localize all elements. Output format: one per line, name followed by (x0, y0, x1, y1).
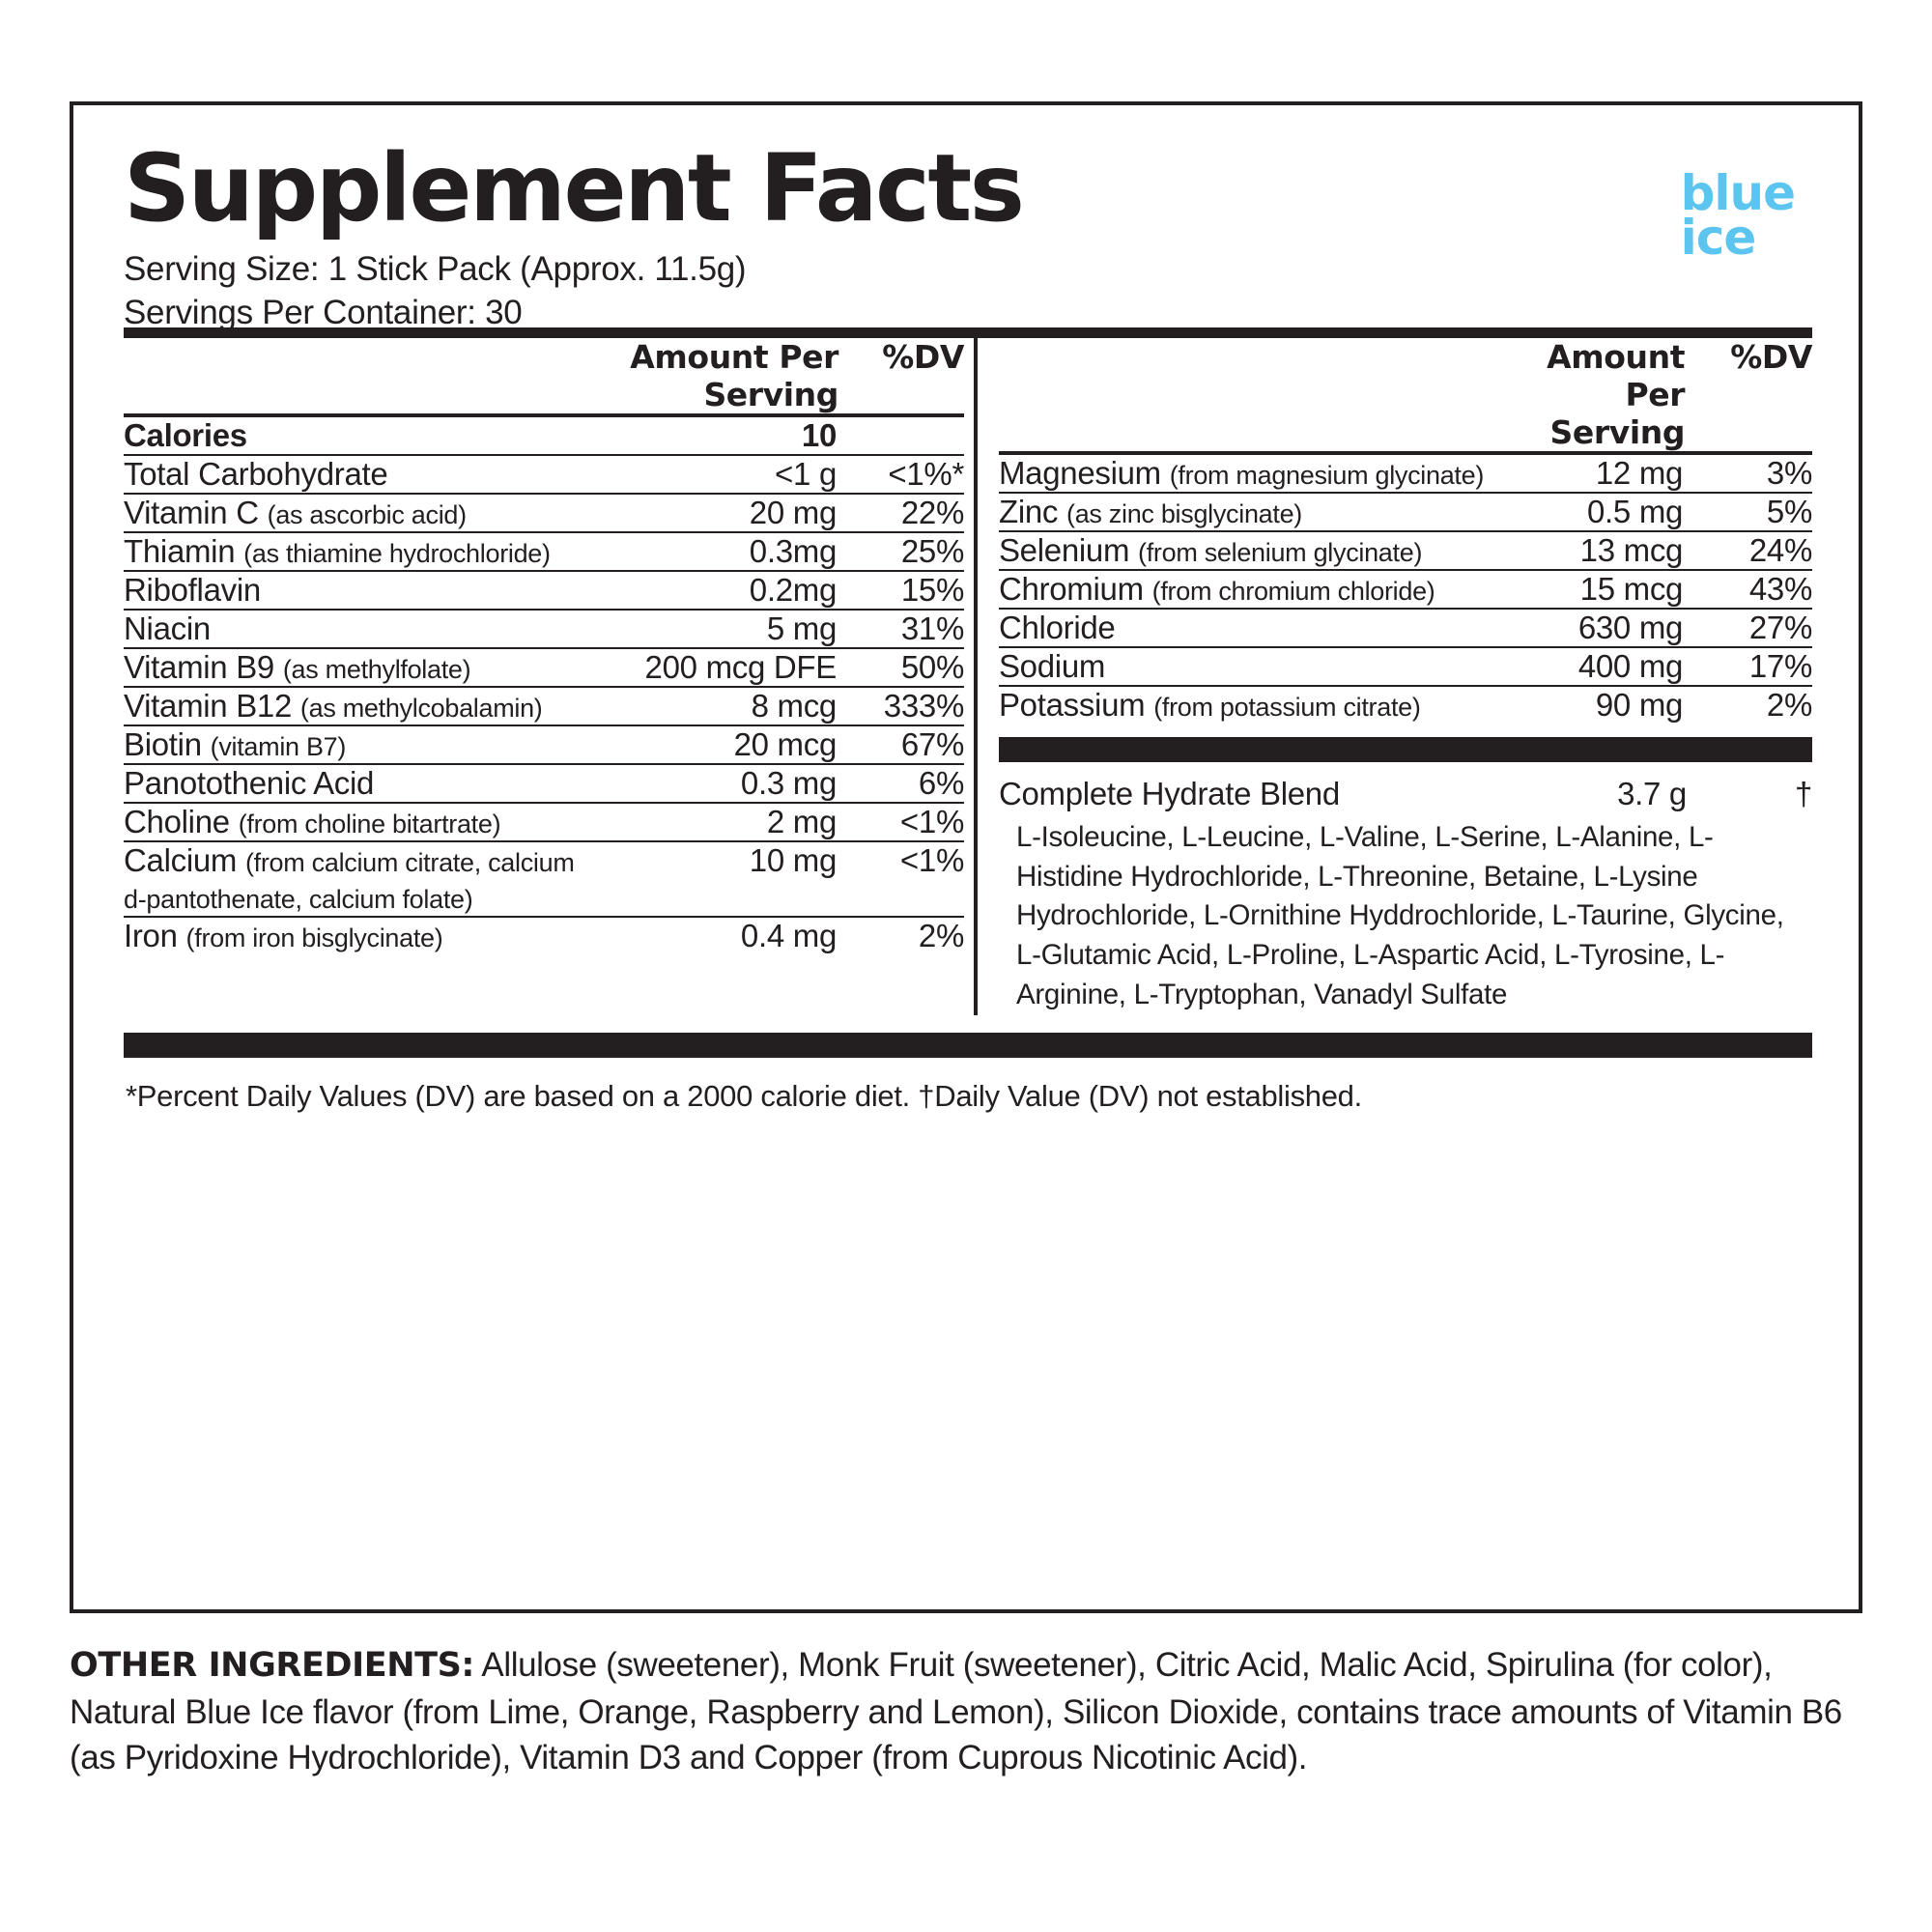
other-ingredients-text: Allulose (sweetener), Monk Fruit (sweetener), Citric Acid, Malic Acid, Spirulina (for color), Natural Blue Ice flavor (from Lime, Orange, Raspberry and Lemon), Silicon Dioxide, contains trace amounts of Vitamin B6 (as Pyridoxine Hydrochloride), Vitamin D3 and Copper (from Cuprous Nicotinic Acid). (70, 1646, 1842, 1777)
nutrient-name: Total Carbohydrate (124, 456, 388, 492)
footnote: *Percent Daily Values (DV) are based on a 2000 calorie diet. †Daily Value (DV) not established. (126, 1078, 1362, 1113)
nutrient-name: Vitamin B9 (124, 649, 274, 685)
nutrient-amount: 10 (597, 415, 838, 455)
table-row (124, 415, 964, 455)
nutrient-dv: 67% (838, 725, 964, 764)
other-ingredients-label: OTHER INGREDIENTS: (70, 1646, 475, 1685)
table-row (124, 610, 964, 648)
nutrient-source: (from magnesium glycinate) (1169, 461, 1485, 490)
nutrient-dv: <1% (838, 841, 964, 917)
nutrient-name: Potassium (998, 687, 1146, 723)
nutrient-dv (838, 415, 964, 455)
table-row (124, 841, 964, 917)
nutrient-source: (as ascorbic acid) (267, 500, 467, 529)
nutrient-amount: 5 mg (597, 610, 838, 648)
table-row (999, 453, 1812, 493)
page-title: Supplement Facts (124, 134, 1023, 242)
blend-amount: 3.7 g (1617, 776, 1687, 811)
table-row (124, 764, 964, 803)
nutrient-amount: 13 mcg (1489, 531, 1685, 570)
table-header-row-left (124, 338, 964, 415)
nutrient-dv: 50% (838, 648, 964, 687)
other-ingredients (70, 1642, 1886, 1781)
nutrient-amount: 20 mg (597, 494, 838, 532)
table-header-row-right (999, 338, 1812, 453)
nutrient-source: (from selenium glycinate) (1138, 538, 1423, 567)
nutrient-name: Vitamin C (124, 495, 259, 530)
nutrient-source: (as zinc bisglycinate) (1066, 499, 1302, 528)
nutrition-column-right (978, 338, 1812, 1015)
table-row (124, 725, 964, 764)
nutrient-dv: 22% (838, 494, 964, 532)
nutrient-dv: <1% (838, 803, 964, 841)
nutrient-name: Thiamin (124, 533, 236, 569)
header-spacer-right (999, 338, 1489, 453)
brand-logo (1680, 165, 1795, 266)
nutrient-name: Sodium (998, 648, 1106, 684)
blend-separator-bar (999, 737, 1812, 762)
table-row (124, 917, 964, 954)
table-row (124, 571, 964, 610)
table-row (999, 493, 1812, 531)
nutrient-dv: 2% (1685, 686, 1812, 724)
blend-name: Complete Hydrate Blend (998, 776, 1340, 811)
nutrient-name: Chloride (998, 610, 1116, 645)
nutrient-amount: 0.3 mg (597, 764, 838, 803)
table-row (124, 687, 964, 725)
nutrient-name: Chromium (998, 571, 1144, 607)
nutrient-source: (as methylfolate) (282, 655, 471, 684)
nutrient-dv: 31% (838, 610, 964, 648)
nutrient-source: (as methylcobalamin) (299, 694, 543, 723)
nutrient-dv: 15% (838, 571, 964, 610)
nutrient-dv: 25% (838, 532, 964, 571)
nutrient-dv: 24% (1685, 531, 1812, 570)
nutrient-name: Iron (124, 918, 178, 953)
table-row (999, 686, 1812, 724)
serving-size: Serving Size: 1 Stick Pack (Approx. 11.5g) (124, 250, 747, 288)
header-percent-dv-right: %DV (1730, 338, 1812, 376)
nutrient-amount: 200 mcg DFE (597, 648, 838, 687)
nutrient-dv: 333% (838, 687, 964, 725)
header-spacer-left (124, 338, 597, 415)
nutrition-column-left (124, 338, 974, 1015)
table-row (124, 455, 964, 494)
table-row (999, 570, 1812, 609)
table-row (124, 803, 964, 841)
nutrient-amount: 400 mg (1489, 647, 1685, 686)
nutrient-name: Calcium (124, 842, 238, 878)
nutrient-name: Zinc (998, 494, 1059, 529)
nutrient-name: Vitamin B12 (124, 688, 293, 724)
nutrient-name: Biotin (124, 726, 202, 762)
nutrient-amount: 0.2mg (597, 571, 838, 610)
nutrient-name: Selenium (998, 532, 1130, 568)
table-row (999, 609, 1812, 647)
nutrient-dv: 5% (1685, 493, 1812, 531)
nutrient-amount: 20 mcg (597, 725, 838, 764)
nutrient-source: (from choline bitartrate) (238, 810, 501, 838)
nutrient-amount: 15 mcg (1489, 570, 1685, 609)
nutrient-source: (from calcium citrate, calcium d-pantothenate, calcium folate) (124, 848, 575, 914)
blend-header (999, 762, 1812, 812)
nutrient-dv: <1%* (838, 455, 964, 494)
nutrient-dv: 17% (1685, 647, 1812, 686)
nutrient-source: (from potassium citrate) (1153, 693, 1421, 722)
servings-per-container: Servings Per Container: 30 (124, 293, 523, 331)
nutrient-amount: 0.3mg (597, 532, 838, 571)
nutrient-amount: 8 mcg (597, 687, 838, 725)
nutrient-dv: 43% (1685, 570, 1812, 609)
nutrition-table-right (999, 338, 1812, 724)
nutrient-name: Magnesium (998, 455, 1161, 491)
nutrient-dv: 3% (1685, 453, 1812, 493)
header-percent-dv-left: %DV (882, 338, 964, 376)
nutrient-source: (as thiamine hydrochloride) (243, 539, 551, 568)
brand-line-1: blue (1680, 165, 1795, 221)
blend-ingredients: L-Isoleucine, L-Leucine, L-Valine, L-Serine, L-Alanine, L-Histidine Hydrochloride, L-Threonine, Betaine, L-Lysine Hydrochloride, L-Ornithine Hyddrochloride, L-Taurine, Glycine, L-Glutamic Acid, L-Proline, L-Aspartic Acid, L-Tyrosine, L-Arginine, L-Tryptophan, Vanadyl Sulfate (1015, 821, 1784, 1010)
nutrient-dv: 6% (838, 764, 964, 803)
nutrient-amount: <1 g (597, 455, 838, 494)
nutrient-amount: 10 mg (597, 841, 838, 917)
supplement-facts-panel (70, 101, 1862, 1613)
nutrient-amount: 90 mg (1489, 686, 1685, 724)
nutrient-source: (from chromium chloride) (1151, 577, 1435, 606)
header-amount-per-serving-right: Amount Per Serving (1547, 338, 1686, 451)
table-row (124, 532, 964, 571)
nutrient-name: Panotothenic Acid (124, 765, 375, 801)
nutrient-source: (from iron bisglycinate) (185, 923, 443, 952)
nutrition-table-left (124, 338, 964, 954)
brand-line-2: ice (1680, 210, 1756, 266)
nutrient-amount: 0.5 mg (1489, 493, 1685, 531)
nutrient-name: Choline (124, 804, 230, 839)
nutrient-amount: 2 mg (597, 803, 838, 841)
nutrient-name: Calories (124, 417, 247, 453)
panel-header (124, 134, 1812, 331)
blend-dv: † (1794, 776, 1812, 811)
nutrient-source: (vitamin B7) (210, 732, 347, 761)
table-row (999, 647, 1812, 686)
nutrition-columns (124, 338, 1812, 1015)
nutrient-name: Niacin (124, 611, 211, 646)
table-row (124, 494, 964, 532)
nutrient-amount: 630 mg (1489, 609, 1685, 647)
nutrient-dv: 2% (838, 917, 964, 954)
table-row (124, 648, 964, 687)
header-amount-per-serving-left: Amount Per Serving (630, 338, 838, 413)
bottom-bar (124, 1033, 1812, 1058)
nutrient-dv: 27% (1685, 609, 1812, 647)
nutrient-name: Riboflavin (124, 572, 261, 608)
table-row (999, 531, 1812, 570)
nutrient-amount: 0.4 mg (597, 917, 838, 954)
nutrient-amount: 12 mg (1489, 453, 1685, 493)
